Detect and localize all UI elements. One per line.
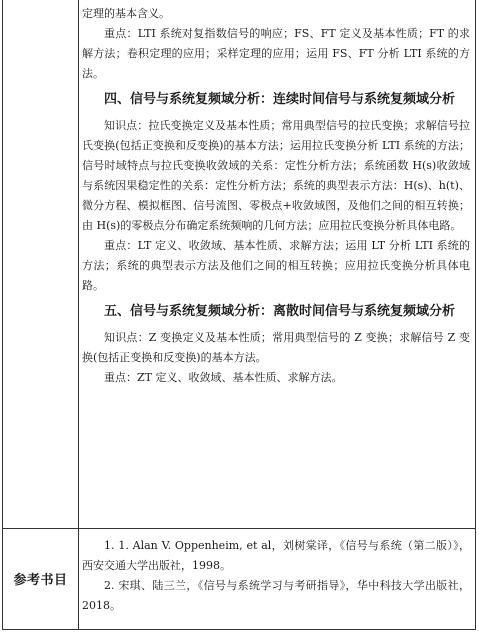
section4-key-points: 重点：LT 定义、收敛域、基本性质、求解方法；运用 LT 分析 LTI 系统的方法；系统的典型表示方法及他们之间的相互转换；应用拉氏变换分析具体电路。 bbox=[82, 239, 470, 292]
label-cell-references bbox=[3, 528, 79, 629]
section4-heading: 四、信号与系统复频域分析：连续时间信号与系统复频域分析 bbox=[104, 92, 456, 107]
section4-knowledge: 知识点：拉氏变换定义及基本性质；常用典型信号的拉氏变换；求解信号拉氏变换(包括正变换和反变换)的基本方法；运用拉氏变换分析 LTI 系统的方法；信号时域特点与拉氏变换收敛域的关系：定性分析方法；系统函数 H(s)收敛域与系统因果稳定性的关系：定性分析方法；系统的典型表示方法：H(s)、h(t)、微分方程、模拟框图、信号流图、零极点+收敛域图，及他们之间的相互转换；由 H(s)的零极点分布确定系统频响的几何方法；应用拉氏变换分析具体电路。 bbox=[82, 119, 470, 232]
references-content bbox=[82, 536, 470, 616]
section5-key-points: 重点：ZT 定义、收敛域、基本性质、求解方法。 bbox=[104, 371, 343, 384]
references-label: 参考书目 bbox=[13, 573, 68, 588]
section5-heading: 五、信号与系统复频域分析：离散时间信号与系统复频域分析 bbox=[104, 304, 456, 319]
section5-knowledge: 知识点：Z 变换定义及基本性质；常用典型信号的 Z 变换；求解信号 Z 变换(包括正变换和反变换)的基本方法。 bbox=[82, 331, 470, 364]
section3-key-points: 重点：LTI 系统对复指数信号的响应；FS、FT 定义及基本性质；FT 的求解方法；卷积定理的应用；采样定理的应用；运用 FS、FT 分析 LTI 系统的方法。 bbox=[82, 27, 470, 80]
syllabus-content bbox=[82, 4, 470, 388]
reference-item-2: 2. 宋琪、陆三兰，《信号与系统学习与考研指导》，华中科技大学出版社，2018。 bbox=[82, 579, 470, 612]
label-cell-empty bbox=[3, 0, 79, 528]
reference-item-1: 1. 1. Alan V. Oppenheim, et al，刘树棠译，《信号与系统（第二版）》，西安交通大学出版社，1998。 bbox=[82, 539, 470, 572]
section3-cont-text: 定理的基本含义。 bbox=[82, 7, 170, 20]
